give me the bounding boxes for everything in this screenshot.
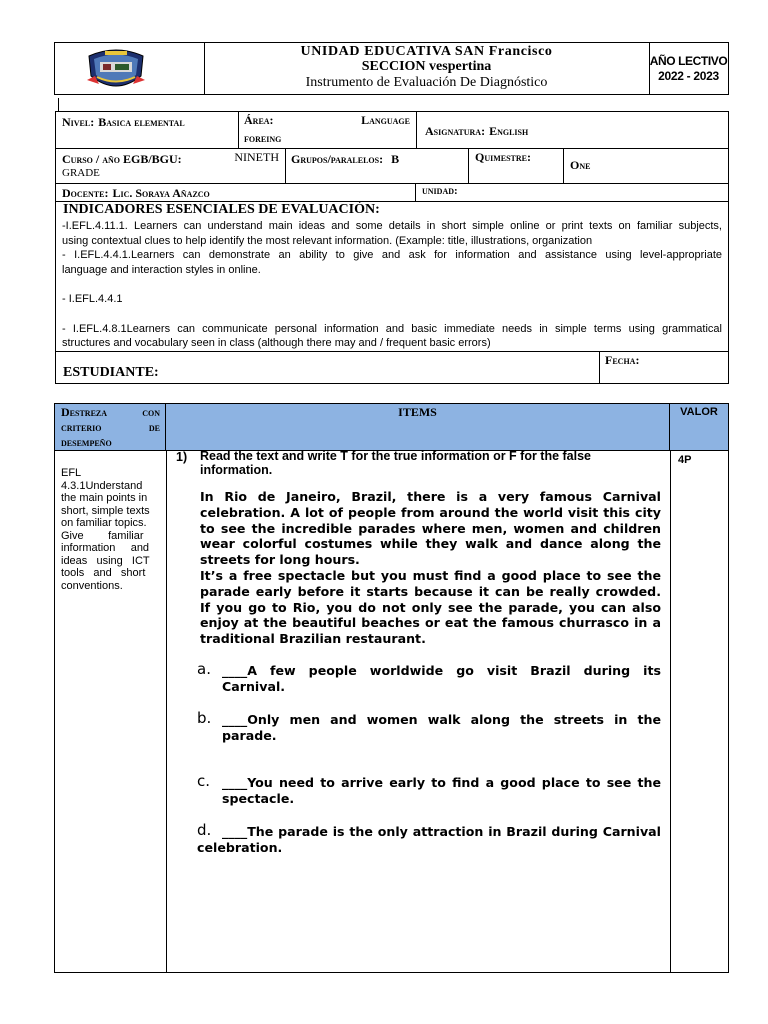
passage-line: It’s a free spectacle but you must find a good place to see the	[200, 567, 661, 583]
indicators-section	[56, 202, 728, 351]
option-letter: a.	[197, 660, 211, 678]
docente-value: Lic. Soraya Añazco	[112, 186, 210, 200]
skill-line: 4.3.1Understand	[61, 479, 143, 492]
school-year-cell	[649, 43, 728, 94]
option-c	[197, 772, 661, 807]
indicator-2-line-1: - I.EFL.4.4.1.Learners can demonstrate an ability to give and ask for information and assistance using level-appropriate	[62, 249, 722, 261]
quimestre-value-cell	[563, 149, 728, 184]
skill-line: ideas using ICT	[61, 554, 150, 567]
option-text-continued: celebration.	[197, 840, 283, 855]
passage-line: traditional Brazilian restaurant.	[200, 631, 426, 647]
indicator-3: - I.EFL.4.4.1	[62, 293, 123, 305]
option-text-continued: parade.	[222, 728, 277, 743]
option-letter: d.	[197, 821, 212, 839]
quimestre-value: One	[570, 158, 591, 172]
passage-line: parade early before it starts because it can be really crowded.	[200, 583, 661, 599]
estudiante-label: ESTUDIANTE:	[63, 365, 159, 380]
estudiante-cell	[56, 351, 599, 383]
asignatura-value: English	[489, 124, 529, 138]
skill-description	[61, 467, 159, 592]
school-name: UNIDAD EDUCATIVA SAN Francisco	[300, 44, 553, 59]
question-number: 1)	[176, 450, 188, 464]
option-text: ____You need to arrive early to find a good place to see the	[222, 775, 661, 790]
header-destreza-line-3: desempeño	[61, 435, 112, 449]
year-label: AÑO LECTIVO	[649, 54, 728, 68]
area-cell	[238, 112, 416, 149]
header-items-label: ITEMS	[398, 405, 437, 419]
curso-value-continued: GRADE	[62, 167, 100, 179]
year-value: 2022 - 2023	[658, 69, 719, 83]
logo-cell	[55, 43, 205, 94]
header-valor-label: VALOR	[680, 406, 718, 418]
docente-cell	[56, 184, 415, 202]
skill-line: on familiar topics.	[61, 517, 147, 529]
reading-passage	[200, 489, 661, 647]
header-destreza-line-1: Destreza con	[61, 405, 160, 419]
passage-line: streets for long hours.	[200, 552, 360, 568]
skill-line: conventions.	[61, 579, 123, 592]
option-text-continued: spectacle.	[222, 791, 295, 806]
passage-line: enjoy at the beautiful beaches or eat the famous churrasco in a	[200, 615, 661, 631]
asignatura-label: Asignatura:	[425, 124, 486, 138]
indicator-1-line-1: -I.EFL.4.11.1. Learners can understand main ideas and some details in short simple online or print texts on familiar subjects,	[62, 220, 722, 232]
indicator-4-line-1: - I.EFL.4.8.1Learners can communicate personal information and basic immediate needs in simple terms using grammatical	[62, 322, 722, 335]
skill-line: information and	[61, 542, 150, 554]
header-destreza	[55, 404, 166, 451]
grupos-value: B	[391, 152, 400, 166]
text-cursor	[58, 98, 59, 111]
passage-line: to see the incredible parades where men, women and children	[200, 520, 661, 536]
header-items	[166, 404, 670, 451]
question-line-2: information.	[200, 462, 273, 477]
school-section: SECCION vespertina	[361, 59, 492, 74]
quimestre-cell	[468, 149, 563, 184]
option-text: ____The parade is the only attraction in Brazil during Carnival	[222, 824, 661, 839]
skill-line: the main points in	[61, 492, 148, 504]
nivel-value: Basica elemental	[98, 115, 185, 129]
question-value: 4P	[678, 454, 692, 466]
indicator-2-line-2: language and interaction styles in online.	[62, 263, 261, 276]
instrument-title: Instrumento de Evaluación De Diagnóstico	[305, 75, 548, 90]
passage-line: celebration. A lot of people from around the world visit this city	[200, 504, 661, 520]
nivel-label: Nivel:	[62, 115, 95, 129]
school-title-cell	[204, 43, 650, 94]
unidad-cell	[415, 184, 728, 202]
document-header	[54, 42, 729, 95]
docente-label: Docente:	[62, 186, 109, 200]
nivel-cell	[56, 112, 238, 149]
curso-label: Curso / año EGB/BGU:	[62, 152, 182, 166]
option-b	[197, 709, 661, 744]
passage-line: wear colorful costumes while they walk and dance along the	[200, 536, 661, 552]
area-value: Language	[361, 113, 410, 127]
skill-line: Give familiar	[61, 529, 144, 542]
option-a	[197, 660, 661, 695]
info-block	[55, 111, 729, 384]
question-instruction	[200, 450, 650, 477]
fecha-label: Fecha:	[605, 353, 640, 367]
grupos-cell	[285, 149, 468, 184]
question-line-1: Read the text and write T for the true information or F for the false	[200, 449, 592, 463]
option-d	[197, 821, 661, 856]
option-text-continued: Carnival.	[222, 679, 286, 694]
school-crest-logo	[85, 46, 147, 92]
passage-line: In Rio de Janeiro, Brazil, there is a very famous Carnival	[200, 489, 661, 504]
header-valor	[670, 404, 728, 451]
indicator-1-line-2: using contextual clues to help identify the most relevant information. (Example: title, illustrations, organization	[62, 234, 593, 247]
curso-value: NINETH	[234, 150, 279, 164]
asignatura-cell	[416, 112, 728, 149]
skill-line: EFL	[61, 467, 82, 479]
fecha-cell	[599, 351, 728, 383]
skill-line: short, simple texts	[61, 504, 150, 517]
header-destreza-line-2: criterio de	[61, 420, 160, 434]
option-text: ____A few people worldwide go visit Brazil during its	[222, 663, 661, 678]
skill-line: tools and short	[61, 567, 146, 579]
unidad-label: unidad:	[422, 185, 458, 197]
area-value-continued: foreing	[244, 131, 282, 145]
grupos-label: Grupos/paralelos:	[291, 152, 384, 166]
area-label: Área:	[244, 113, 274, 127]
passage-line: If you go to Rio, you do not only see the parade, you can also	[200, 599, 661, 615]
curso-cell	[56, 149, 285, 184]
option-text: ____Only men and women walk along the streets in the	[222, 712, 661, 727]
option-letter: c.	[197, 772, 211, 790]
indicators-title: INDICADORES ESENCIALES DE EVALUACIÓN:	[63, 202, 380, 217]
quimestre-label: Quimestre:	[475, 150, 532, 164]
option-letter: b.	[197, 709, 212, 727]
indicator-4-line-2: structures and vocabulary seen in class (although there may and / frequent basic errors)	[62, 337, 491, 349]
